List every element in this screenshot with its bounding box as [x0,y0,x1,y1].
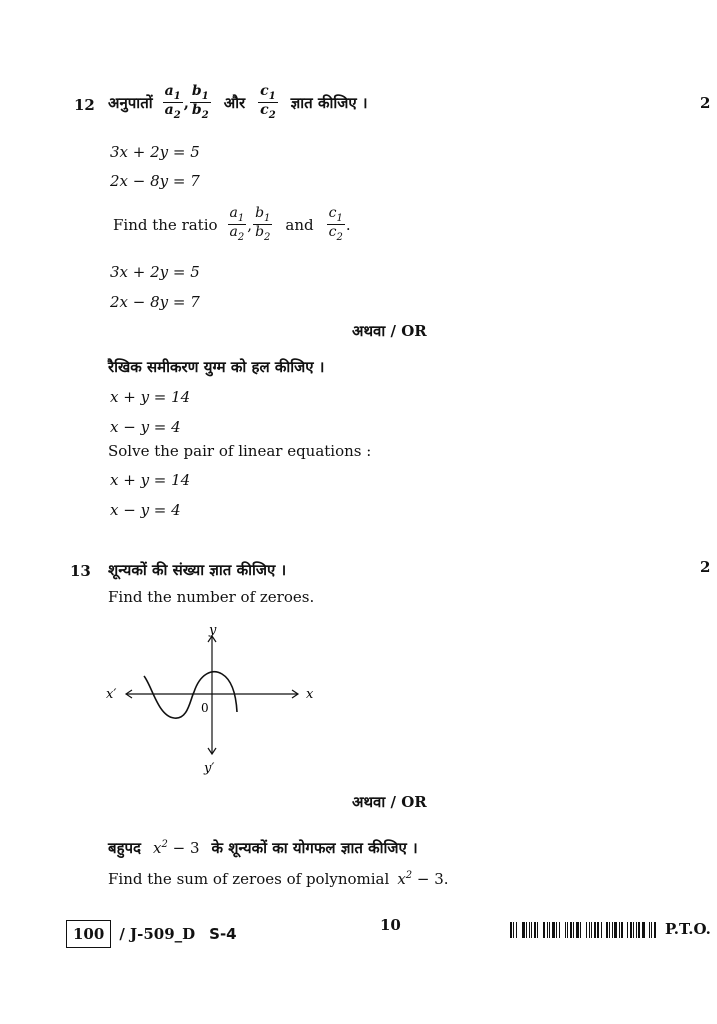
fraction-b1-b2-en: $\frac{b_1}{b_2}$ [255,205,271,244]
barcode-bar [636,922,637,938]
q12-alt-equation-1: x + y = 14 [110,388,191,406]
barcode-bar [510,922,512,938]
set-code: S-4 [209,925,237,943]
q12-hindi-and: और [223,93,246,112]
barcode-bar [583,922,585,938]
barcode-bar [646,922,647,938]
barcode-bar [543,922,545,938]
q13-alt-hindi-suffix: के शून्यकों का योगफल ज्ञात कीजिए । [211,839,418,857]
barcode-bar [609,922,610,938]
fraction-c1-c2: $\frac{c_1}{c_2}$ [260,83,276,122]
barcode-bar [556,922,557,938]
q13-alt-english-prefix: Find the sum of zeroes of polynomial [108,870,390,888]
barcode-bar [522,922,525,938]
barcode-bar [537,922,538,938]
fraction-a1-a2: $\frac{a_1}{a_2}$ [164,83,181,122]
barcode-bar [580,922,581,938]
q12-alt-english: Solve the pair of linear equations : [108,442,372,460]
barcode-bar [589,922,590,938]
q13-or-label: अथवा / OR [352,793,427,811]
polynomial-curve [144,672,237,718]
barcode-bar [651,922,652,938]
barcode [510,922,657,938]
y-prime-label: y′ [204,761,215,776]
barcode-bar [591,922,592,938]
barcode-bar [619,922,620,938]
q13-alt-hindi-prefix: बहुपद [108,839,142,857]
q12-equation-1: 3x + 2y = 5 [110,143,200,161]
question-13-marks: 2 [700,558,711,576]
footer-left [66,920,237,948]
q12-equation-2: 2x − 8y = 7 [110,172,200,190]
barcode-bar [614,922,617,938]
barcode-bar [516,922,517,938]
barcode-bar [576,922,579,938]
q13-polynomial-hindi: $x^2 - 3$ [153,839,200,857]
barcode-bar [561,922,563,938]
q13-polynomial-english: $x^2 - 3$. [397,870,449,888]
barcode-bar [625,922,626,938]
question-13-number: 13 [70,562,91,580]
barcode-bar [570,922,572,938]
barcode-bar [565,922,566,938]
q12-hindi-prefix: अनुपातों [108,93,153,112]
barcode-bar [549,922,550,938]
barcode-bar [518,922,520,938]
barcode-bar [601,922,602,938]
barcode-bar [529,922,530,938]
origin-label: 0 [201,701,209,715]
q12-alt-equation-3: x + y = 14 [110,471,191,489]
paper-code: / J-509_D [119,925,196,943]
barcode-bar [526,922,527,938]
q12-alt-equation-4: x − y = 4 [110,501,181,519]
barcode-bar [633,922,634,938]
q13-alt-hindi [108,838,418,858]
x-prime-label: x′ [106,687,117,702]
barcode-bar [594,922,596,938]
question-12-english: Find the ratio $\frac{a_1}{a_2}$ , $\frac{b_1}{b_2}$ and $\frac{c_1}{c_2}$ . [113,205,351,244]
pto-label: P.T.O. [665,920,711,938]
q12-english-and: and [285,215,314,234]
barcode-bar [567,922,568,938]
barcode-bar [642,922,645,938]
barcode-bar [513,922,514,938]
barcode-bar [586,922,587,938]
barcode-bar [603,922,604,938]
page-count-box: 100 [66,920,111,948]
q12-equation-4: 2x − 8y = 7 [110,293,200,311]
y-label: y [209,623,217,638]
q12-or-label: अथवा / OR [352,322,427,340]
barcode-bar [597,922,599,938]
question-13-hindi: शून्यकों की संख्या ज्ञात कीजिए । [108,561,287,579]
barcode-bar [654,922,656,938]
fraction-c1-c2-en: $\frac{c_1}{c_2}$ [328,205,343,244]
question-12-hindi: अनुपातों $\frac{a_1}{a_2}$ , $\frac{b_1}{b_2}$ और $\frac{c_1}{c_2}$ ज्ञात कीजिए । [108,83,368,122]
barcode-bar [630,922,632,938]
barcode-bar [552,922,555,938]
barcode-bar [649,922,650,938]
q12-equation-3: 3x + 2y = 5 [110,263,200,281]
q12-alt-equation-2: x − y = 4 [110,418,181,436]
barcode-bar [621,922,623,938]
q13-alt-english [108,870,449,888]
barcode-bar [612,922,613,938]
polynomial-graph [100,620,330,780]
page-number: 10 [380,916,401,934]
barcode-bar [534,922,536,938]
barcode-bar [638,922,640,938]
barcode-bar [573,922,574,938]
question-12-marks: 2 [700,94,711,112]
barcode-bar [547,922,548,938]
q12-english-prefix: Find the ratio [113,215,218,234]
barcode-bar [531,922,532,938]
barcode-bar [559,922,560,938]
question-13-english: Find the number of zeroes. [108,588,315,606]
fraction-a1-a2-en: $\frac{a_1}{a_2}$ [229,205,245,244]
q12-alt-hindi: रैखिक समीकरण युग्म को हल कीजिए । [108,358,325,376]
fraction-b1-b2: $\frac{b_1}{b_2}$ [191,83,209,122]
barcode-bar [606,922,608,938]
x-label: x [306,687,314,702]
question-12-number: 12 [74,96,95,114]
barcode-bar [627,922,628,938]
barcode-bar [540,922,542,938]
q12-hindi-suffix: ज्ञात कीजिए । [290,93,368,112]
